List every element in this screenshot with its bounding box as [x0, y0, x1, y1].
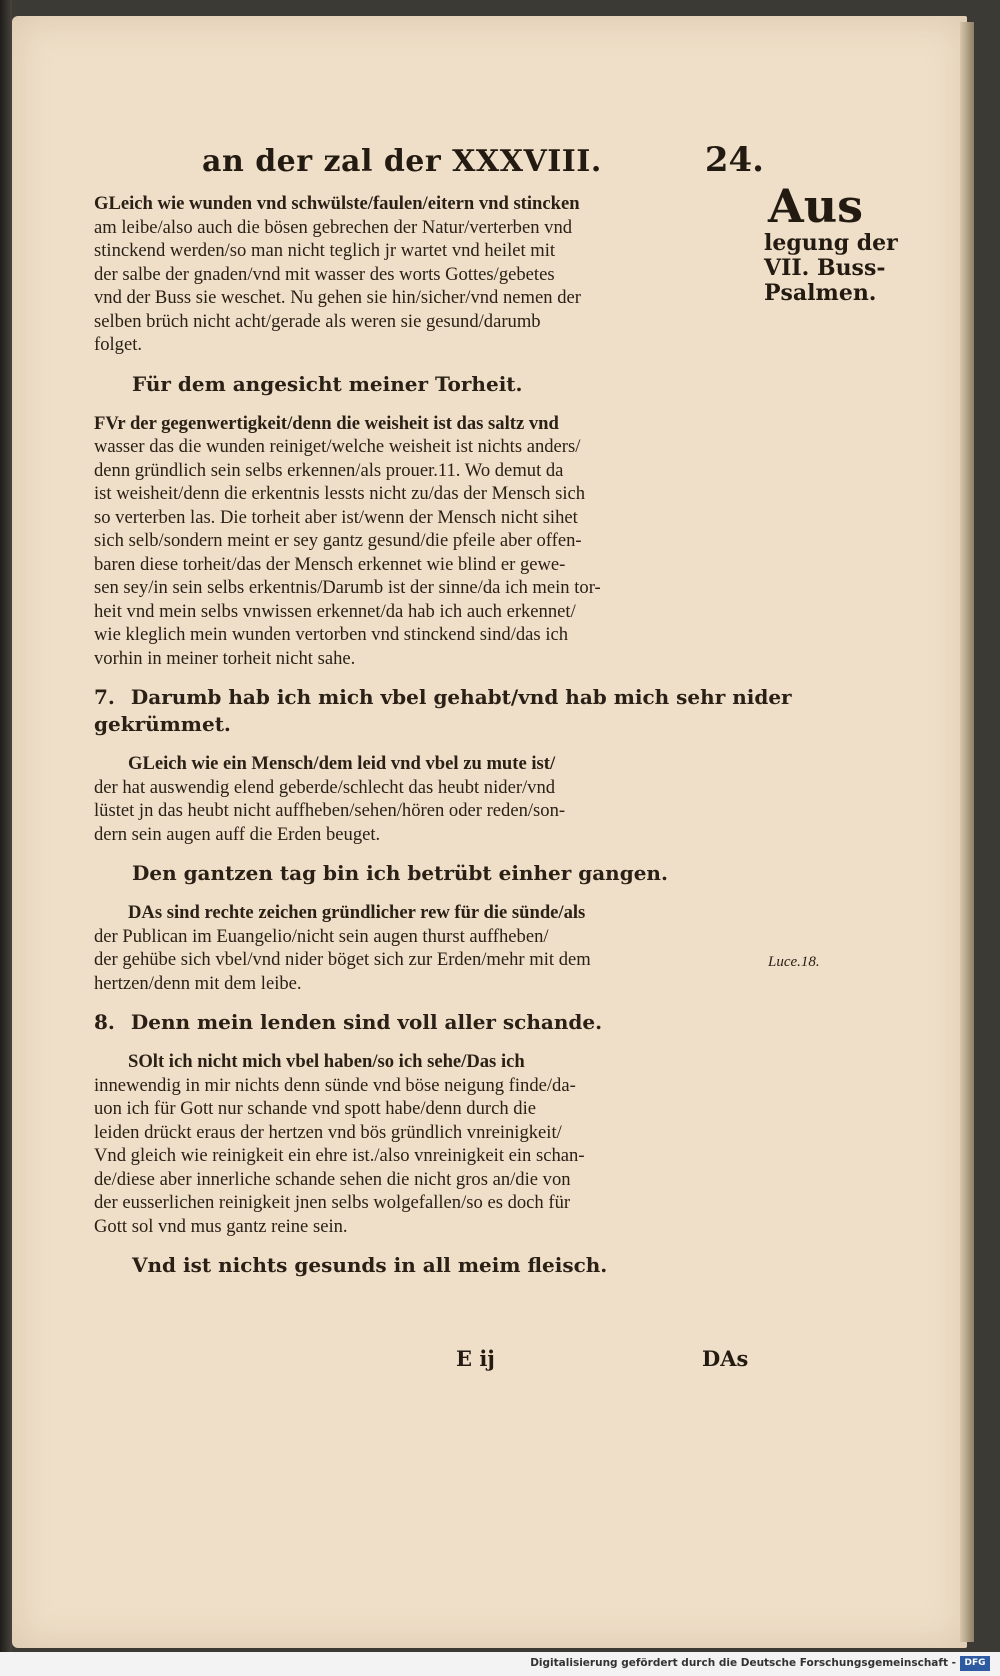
verse-number: 7.	[94, 685, 115, 709]
marginal-heading	[764, 179, 898, 306]
marginal-heading-line: legung der	[764, 230, 898, 256]
page-content	[94, 136, 792, 1293]
paragraph-line: lüstet jn das heubt nicht auffheben/sehen/hören oder reden/son-	[94, 800, 566, 821]
verse-line	[94, 684, 792, 711]
paragraph-line: sich selb/sondern meint er sey gantz gesund/die pfeile aber offen-	[94, 530, 582, 551]
verse-line: gekrümmet.	[94, 712, 231, 736]
paragraph-line: der eusserlichen reinigkeit jnen selbs wolgefallen/so es doch für	[94, 1192, 571, 1213]
marginal-reference: Luce.18.	[768, 954, 820, 970]
paragraph-line: GLeich wie wunden vnd schwülste/faulen/eitern vnd stincken	[94, 193, 580, 214]
verse-line	[94, 1009, 754, 1036]
paragraph-line: folget.	[94, 334, 143, 355]
paragraph-line: innewendig in mir nichts denn sünde vnd böse neigung finde/da-	[94, 1074, 576, 1096]
catchword: DAs	[702, 1346, 749, 1371]
paragraph-line: vnd der Buss sie weschet. Nu gehen sie hin/sicher/vnd nemen der	[94, 287, 581, 308]
marginal-heading-line: VII. Buss-	[764, 255, 886, 281]
paragraph-line: DAs sind rechte zeichen gründlicher rew für die sünde/als	[128, 902, 586, 923]
paragraph-line: Gott sol vnd mus gantz reine sein.	[94, 1215, 348, 1237]
paragraph-line: der hat auswendig elend geberde/schlecht das heubt nider/vnd	[94, 776, 556, 798]
page-header	[94, 136, 764, 192]
paragraph-4	[94, 901, 754, 995]
paragraph-line: am leibe/also auch die bösen gebrechen der Natur/verterben vnd	[94, 216, 573, 238]
marginal-heading-line: Psalmen.	[764, 280, 877, 306]
funding-notice: Digitalisierung gefördert durch die Deutsche Forschungsgemeinschaft -	[530, 1657, 956, 1669]
page-right-edge	[960, 22, 974, 1642]
marginal-heading-initial: Aus	[768, 179, 864, 233]
verse-heading-1	[132, 371, 754, 398]
paragraph-line: sen sey/in sein selbs erkentnis/Darumb ist der sinne/da ich mein tor-	[94, 577, 601, 598]
book-page	[12, 16, 967, 1648]
footer-bar	[0, 1652, 1000, 1676]
paragraph-line: wie kleglich mein wunden vertorben vnd stinckend sind/das ich	[94, 624, 569, 645]
verse-heading-3	[132, 860, 754, 887]
paragraph-line: hertzen/denn mit dem leibe.	[94, 972, 302, 994]
paragraph-3	[94, 752, 754, 846]
paragraph-line: der gehübe sich vbel/vnd nider böget sich zur Erden/mehr mit dem	[94, 949, 591, 970]
verse-line: Vnd ist nichts gesunds in all meim fleisch.	[132, 1253, 608, 1277]
running-title: an der zal der XXXVIII.	[202, 144, 602, 179]
verse-text: Denn mein lenden sind voll aller schande.	[130, 1010, 603, 1034]
paragraph-line: SOlt ich nicht mich vbel haben/so ich sehe/Das ich	[128, 1051, 525, 1072]
paragraph-line: wasser das die wunden reiniget/welche weisheit ist nichts anders/	[94, 436, 581, 457]
paragraph-line: so verterben las. Die torheit aber ist/wenn der Mensch nicht sihet	[94, 506, 578, 528]
paragraph-line: FVr der gegenwertigkeit/denn die weisheit ist das saltz vnd	[94, 412, 559, 434]
body-text	[94, 192, 792, 1279]
paragraph-line: GLeich wie ein Mensch/dem leid vnd vbel zu mute ist/	[128, 753, 556, 774]
verse-number: 8.	[94, 1010, 115, 1034]
verse-line: Den gantzen tag bin ich betrübt einher gangen.	[132, 861, 668, 885]
paragraph-line: dern sein augen auff die Erden beuget.	[94, 823, 381, 845]
paragraph-line: leiden drückt eraus der hertzen vnd bös gründlich vnreinigkeit/	[94, 1121, 562, 1143]
paragraph-line: ist weisheit/denn die erkentnis lessts nicht zu/das der Mensch sich	[94, 483, 586, 504]
paragraph-5	[94, 1050, 754, 1238]
paragraph-line: vorhin in meiner torheit nicht sahe.	[94, 647, 356, 669]
paragraph-1	[94, 192, 754, 357]
verse-text: Darumb hab ich mich vbel gehabt/vnd hab mich sehr nider	[130, 685, 792, 709]
dfg-logo: DFG	[960, 1656, 990, 1671]
verse-heading-2	[94, 684, 792, 738]
scan-left-edge	[0, 0, 12, 1676]
paragraph-line: selben brüch nicht acht/gerade als weren sie gesund/darumb	[94, 310, 541, 332]
paragraph-line: de/diese aber innerliche schande sehen die nicht gros an/die von	[94, 1168, 571, 1190]
page-number: 24.	[704, 140, 764, 180]
paragraph-line: denn gründlich sein selbs erkennen/als prouer.11. Wo demut da	[94, 459, 564, 481]
verse-heading-5	[132, 1252, 754, 1279]
paragraph-line: Vnd gleich wie reinigkeit ein ehre ist./also vnreinigkeit ein schan-	[94, 1145, 585, 1166]
paragraph-line: der salbe der gnaden/vnd mit wasser des worts Gottes/gebetes	[94, 263, 555, 285]
paragraph-line: der Publican im Euangelio/nicht sein augen thurst auffheben/	[94, 925, 549, 947]
paragraph-line: uon ich für Gott nur schande vnd spott habe/denn durch die	[94, 1098, 537, 1119]
verse-line: Für dem angesicht meiner Torheit.	[132, 371, 523, 396]
verse-heading-4	[94, 1009, 754, 1036]
paragraph-line: baren diese torheit/das der Mensch erkennet wie blind er gewe-	[94, 553, 566, 575]
paragraph-2	[94, 412, 754, 671]
paragraph-line: heit vnd mein selbs vnwissen erkennet/da hab ich auch erkennet/	[94, 600, 576, 622]
paragraph-line: stinckend werden/so man nicht teglich jr wartet vnd heilet mit	[94, 240, 556, 261]
signature-mark: E ij	[456, 1346, 495, 1371]
